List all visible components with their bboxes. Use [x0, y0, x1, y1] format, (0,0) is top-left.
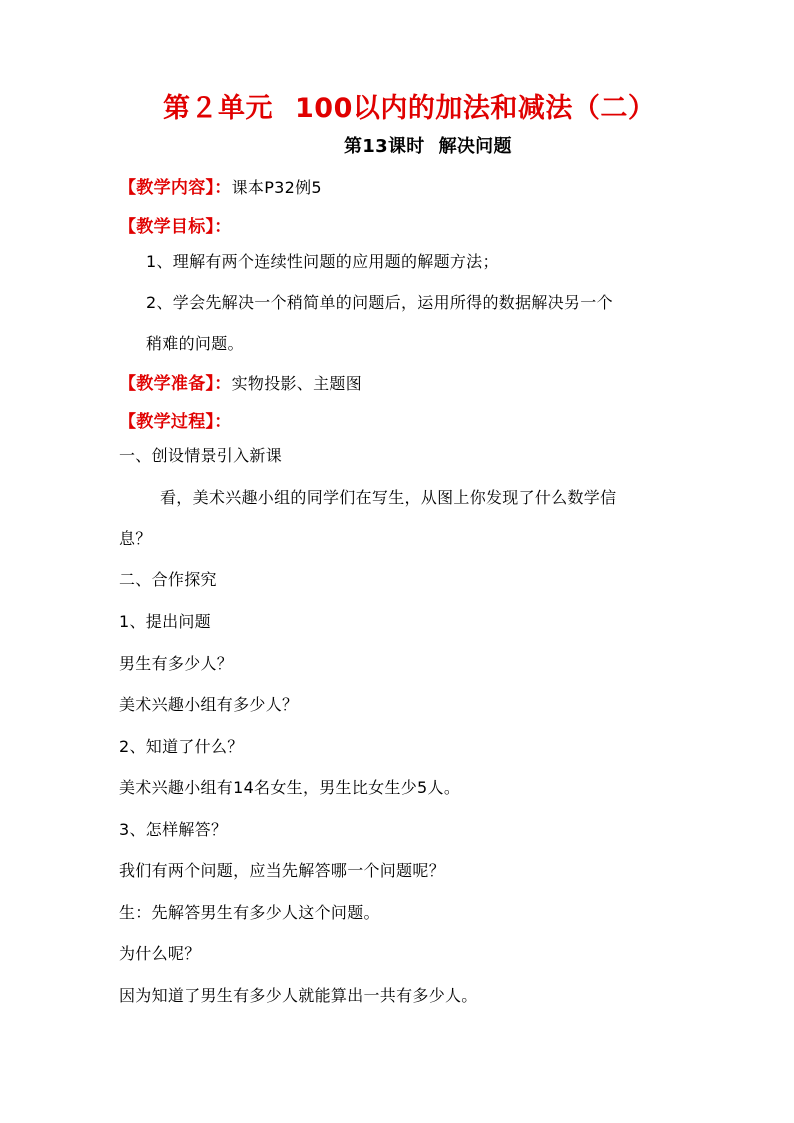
because-answer: 因为知道了男生有多少人就能算出一共有多少人。	[119, 986, 478, 1005]
ask-question: 我们有两个问题，应当先解答哪一个问题呢？	[119, 861, 446, 880]
title-main: 100以内的加法和减法（二）	[295, 93, 656, 124]
goals-label: 【教学目标】：	[119, 217, 232, 237]
title-unit: 第２单元	[163, 93, 273, 124]
question-1: 男生有多少人？	[119, 654, 234, 673]
intro-line-1: 看，美术兴趣小组的同学们在写生，从图上你发现了什么数学信	[160, 488, 617, 507]
content-row	[119, 178, 322, 198]
content-text: 课本P32例5	[231, 178, 322, 197]
question-2: 美术兴趣小组有多少人？	[119, 695, 299, 714]
lesson-subtitle	[344, 135, 512, 159]
goal-2-line-1: 2、学会先解决一个稍简单的问题后，运用所得的数据解决另一个	[146, 293, 613, 312]
step-3: 3、怎样解答？	[119, 820, 228, 839]
content-label: 【教学内容】：	[119, 178, 232, 198]
goals-row	[119, 217, 232, 237]
known-info: 美术兴趣小组有14名女生，男生比女生少5人。	[119, 778, 461, 797]
student-answer: 生：先解答男生有多少人这个问题。	[119, 903, 380, 922]
why-question: 为什么呢？	[119, 944, 201, 963]
goal-1: 1、理解有两个连续性问题的应用题的解题方法；	[146, 252, 499, 271]
subtitle-lesson: 第13课时	[344, 136, 425, 157]
intro-line-2: 息？	[119, 529, 152, 548]
prep-row	[119, 374, 362, 394]
subtitle-topic: 解决问题	[438, 136, 512, 157]
process-label: 【教学过程】：	[119, 412, 232, 432]
section-2-heading: 二、合作探究	[119, 570, 217, 589]
process-row	[119, 412, 232, 432]
step-1: 1、提出问题	[119, 612, 211, 631]
section-1-heading: 一、创设情景引入新课	[119, 446, 283, 465]
page-title	[163, 92, 655, 126]
prep-label: 【教学准备】：	[119, 374, 232, 394]
goal-2-line-2: 稍难的问题。	[146, 334, 244, 353]
prep-text: 实物投影、主题图	[231, 374, 363, 393]
step-2: 2、知道了什么？	[119, 737, 244, 756]
